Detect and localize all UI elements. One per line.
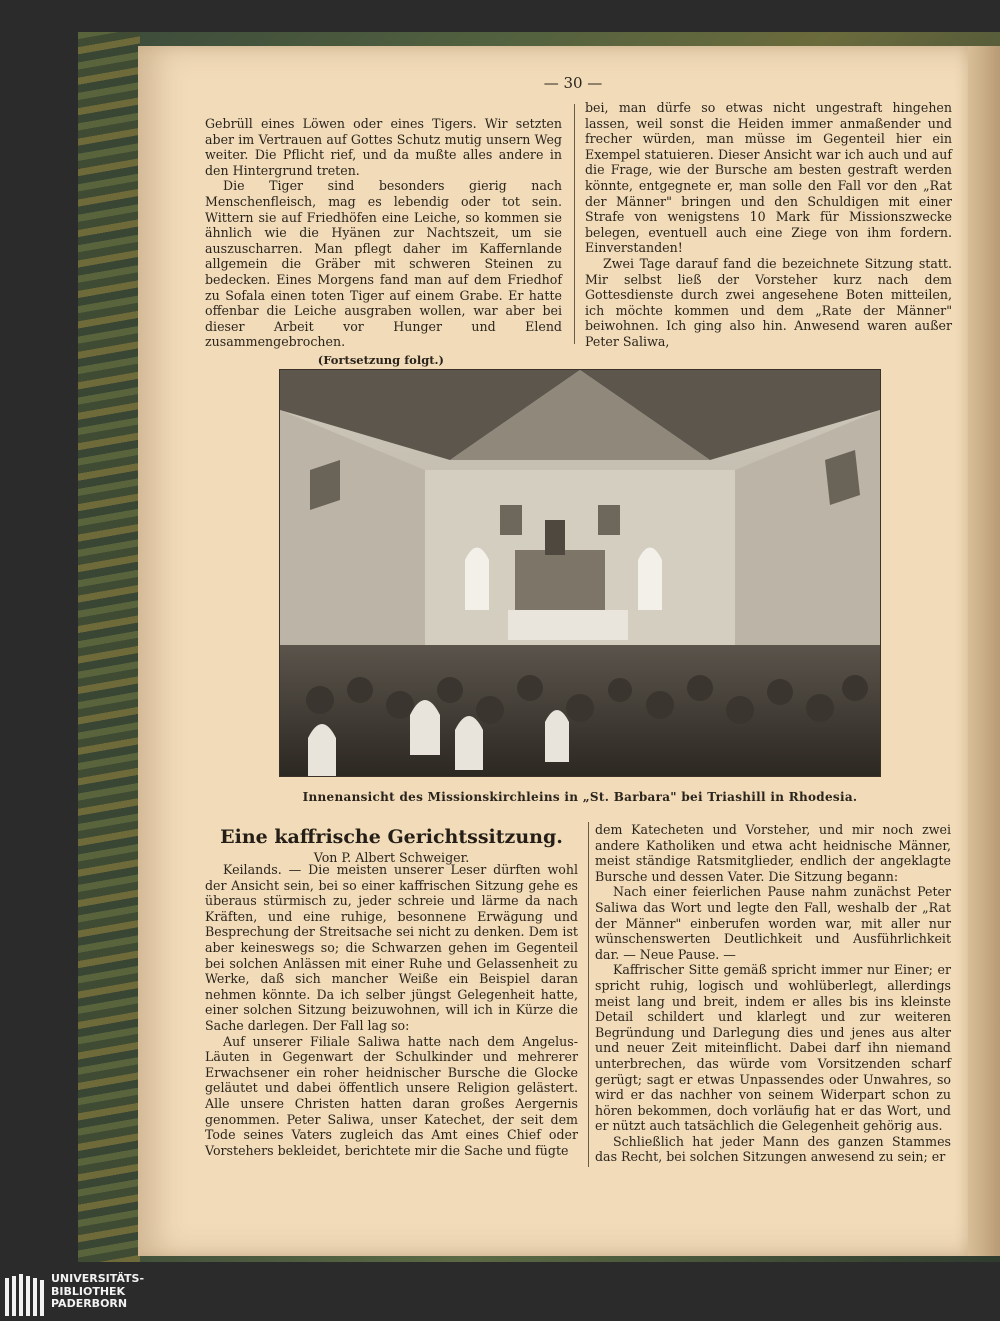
left-bottom-column xyxy=(205,862,578,1158)
left-top-column xyxy=(205,116,562,369)
paragraph: Keilands. — Die meisten unserer Leser dürften wohl der Ansicht sein, bei so einer kaffrischen Sitzung gehe es überaus stürmisch zu, jeder schreie und lärme da nach Kräften, und eine ruhige, besonnene Erwägung und Besprechung der Streitsache sei nicht zu denken. Dem ist aber keineswegs so; die Schwarzen gehen im Gegenteil bei solchen Anlässen mit einer Ruhe und Gelassenheit zu Werke, daß sich mancher Weiße ein Beispiel daran nehmen könnte. Da ich selber jüngst Gelegenheit hatte, einer solchen Sitzung beizuwohnen, will ich in Kürze die Sache darlegen. Der Fall lag so: xyxy=(205,862,578,1033)
logo-line: UNIVERSITÄTS- xyxy=(51,1272,145,1285)
photo-caption: Innenansicht des Missionskirchleins in „St. Barbara" bei Triashill in Rhodesia. xyxy=(302,790,858,804)
page-edge-shadow xyxy=(968,46,1000,1256)
logo-line: BIBLIOTHEK xyxy=(51,1284,126,1298)
paragraph: Nach einer feierlichen Pause nahm zunächst Peter Saliwa das Wort und legte den Fall, weshalb der „Rat der Männer" einberufen worden war, mit aller nur wünschenswerten Deutlichkeit und Ausführlichkeit dar. — Neue Pause. — xyxy=(595,884,951,962)
library-logo-text xyxy=(51,1273,144,1311)
paragraph: Kaffrischer Sitte gemäß spricht immer nur Einer; er spricht ruhig, logisch und wohlüberlegt, allerdings meist lang und breit, indem er alles bis ins kleinste Detail schildert und klarlegt und zur weiteren Begründung und Darlegung dies und jenes aus alter und neuer Zeit miteinflicht. Dabei darf ihn niemand unterbrechen, das würde vom Vorsitzenden scharf gerügt; sagt er etwas Unpassendes oder Unwahres, so wird er das nachher von seinem Widerpart schon zu hören bekommen, doch vorläufig hat er das Wort, und er nützt auch tatsächlich die Gelegenheit gehörig aus. xyxy=(595,962,951,1134)
marbled-edge xyxy=(78,32,140,1262)
article-author: Von P. Albert Schweiger. xyxy=(313,850,470,865)
paragraph: Die Tiger sind besonders gierig nach Menschenfleisch, mag es lebendig oder tot sein. Wittern sie auf Friedhöfen eine Leiche, so kommen sie ähnlich wie die Hyänen zur Nachtszeit, um sie auszuscharren. Man pflegt daher im Kaffernlande allgemein die Gräber mit schweren Steinen zu bedecken. Eines Morgens fand man auf dem Friedhof zu Sofala einen toten Tiger auf einem Grabe. Er hatte offenbar die Leiche ausgraben wollen, war aber bei dieser Arbeit vor Hunger und Elend zusammengebrochen. xyxy=(205,178,562,350)
logo-line: PADERBORN xyxy=(51,1297,128,1310)
column-divider xyxy=(588,822,589,1167)
library-footer xyxy=(0,1270,1000,1321)
page-number: — 30 — xyxy=(543,74,603,92)
continued-note: (Fortsetzung folgt.) xyxy=(317,352,444,367)
paragraph: dem Katecheten und Vorsteher, und mir noch zwei andere Katholiken und etwa acht heidnische Männer, meist ständige Ratsmitglieder, endlich der angeklagte Bursche und dessen Vater. Die Sitzung begann: xyxy=(595,822,951,884)
paragraph: Gebrüll eines Löwen oder eines Tigers. Wir setzten aber im Vertrauen auf Gottes Schutz mutig unsern Weg weiter. Die Pflicht rief, und da mußte alles andere in den Hintergrund treten. xyxy=(205,116,562,178)
article-title: Eine kaffrische Gerichtssitzung. xyxy=(220,826,563,848)
right-bottom-column xyxy=(595,822,951,1165)
paragraph: bei, man dürfe so etwas nicht ungestraft hingehen lassen, weil sonst die Heiden immer anmaßender und frecher würden, man müsse im Gegenteil hier ein Exempel statuieren. Dieser Ansicht war ich auch und auf die Frage, wie der Bursche am besten gestraft werden könnte, entgegnete er, man solle den Fall vor den „Rat der Männer" bringen und den Schuldigen mit einer Strafe von wenigstens 10 Mark für Missionszwecke belegen, eventuell auch eine Ziege von ihm fordern. Einverstanden! xyxy=(585,100,952,256)
paragraph: Schließlich hat jeder Mann des ganzen Stammes das Recht, bei solchen Sitzungen anwesend zu sein; er xyxy=(595,1133,951,1165)
column-divider xyxy=(574,104,575,344)
paragraph: Zwei Tage darauf fand die bezeichnete Sitzung statt. Mir selbst ließ der Vorsteher kurz nach dem Gottesdienste durch zwei angesehene Boten mitteilen, ich möchte kommen und dem „Rate der Männer" beiwohnen. Ich ging also hin. Anwesend waren außer Peter Saliwa, xyxy=(585,255,952,349)
library-logo-icon xyxy=(5,1274,45,1316)
paragraph: Auf unserer Filiale Saliwa hatte nach dem Angelus-Läuten in Gegenwart der Schulkinder und mehrerer Erwachsener ein roher heidnischer Bursche die Glocke geläutet und dabei öffentlich unsere Religion gelästert. Alle unsere Christen hatten daran großes Aergernis genommen. Peter Saliwa, unser Katechet, der seit dem Tode seines Vaters zugleich das Amt eines Chief oder Vorstehers bekleidet, berichtete mir die Sache und fügte xyxy=(205,1033,578,1158)
church-interior-photo xyxy=(279,369,881,777)
right-top-column xyxy=(585,100,952,350)
